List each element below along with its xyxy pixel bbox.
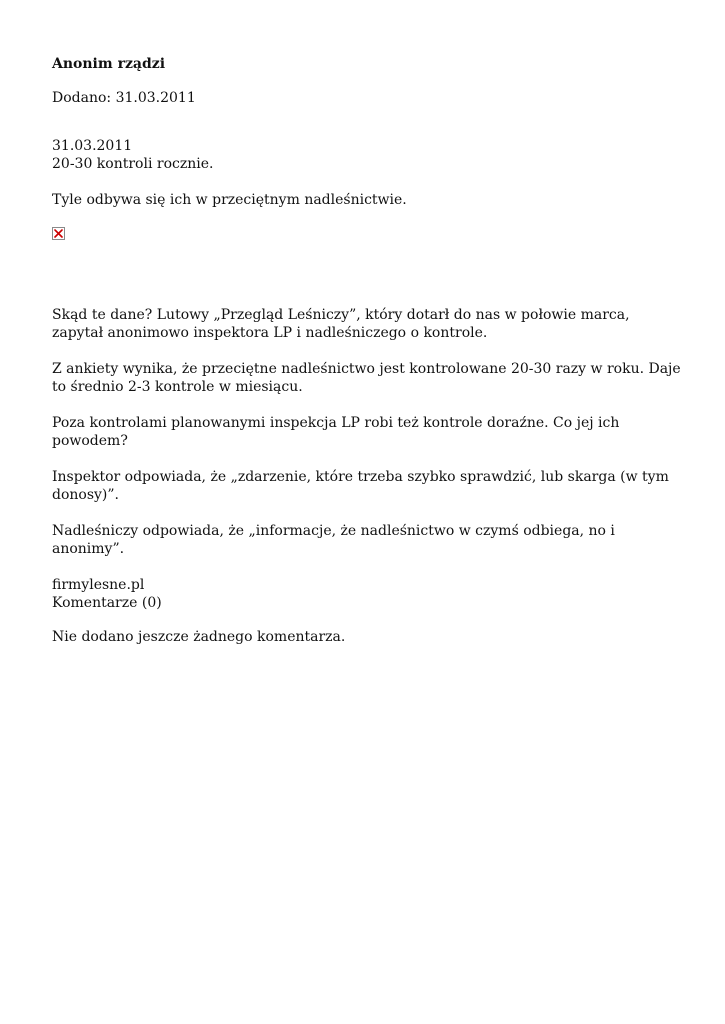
article-paragraph-3: Poza kontrolami planowanymi inspekcja LP robi też kontrole doraźne. Co jej ich powodem? [52,415,620,449]
added-date: Dodano: 31.03.2011 [52,90,196,106]
article-title: Anonim rządzi [52,56,166,72]
broken-image-icon [52,227,65,240]
article-paragraph-5: Nadleśniczy odpowiada, że „informacje, że nadleśnictwo w czymś odbiega, no i anonimy”. [52,523,615,557]
article-paragraph-1: Skąd te dane? Lutowy „Przegląd Leśniczy”, który dotarł do nas w połowie marca, zapytał anonimowo inspektora LP i nadleśniczego o kontrole. [52,307,630,341]
article-source: firmylesne.pl [52,577,145,593]
article-date: 31.03.2011 [52,138,133,154]
article-paragraph-4: Inspektor odpowiada, że „zdarzenie, które trzeba szybko sprawdzić, lub skarga (w tym donosy)”. [52,469,669,503]
article-summary: Tyle odbywa się ich w przeciętnym nadleśnictwie. [52,192,407,208]
no-comments-message: Nie dodano jeszcze żadnego komentarza. [52,629,346,645]
article-content [52,55,682,646]
comments-count: Komentarze (0) [52,595,162,611]
article-lead: 20-30 kontroli rocznie. [52,156,214,172]
article-paragraph-2: Z ankiety wynika, że przeciętne nadleśnictwo jest kontrolowane 20-30 razy w roku. Daje to średnio 2-3 kontrole w miesiącu. [52,361,681,395]
